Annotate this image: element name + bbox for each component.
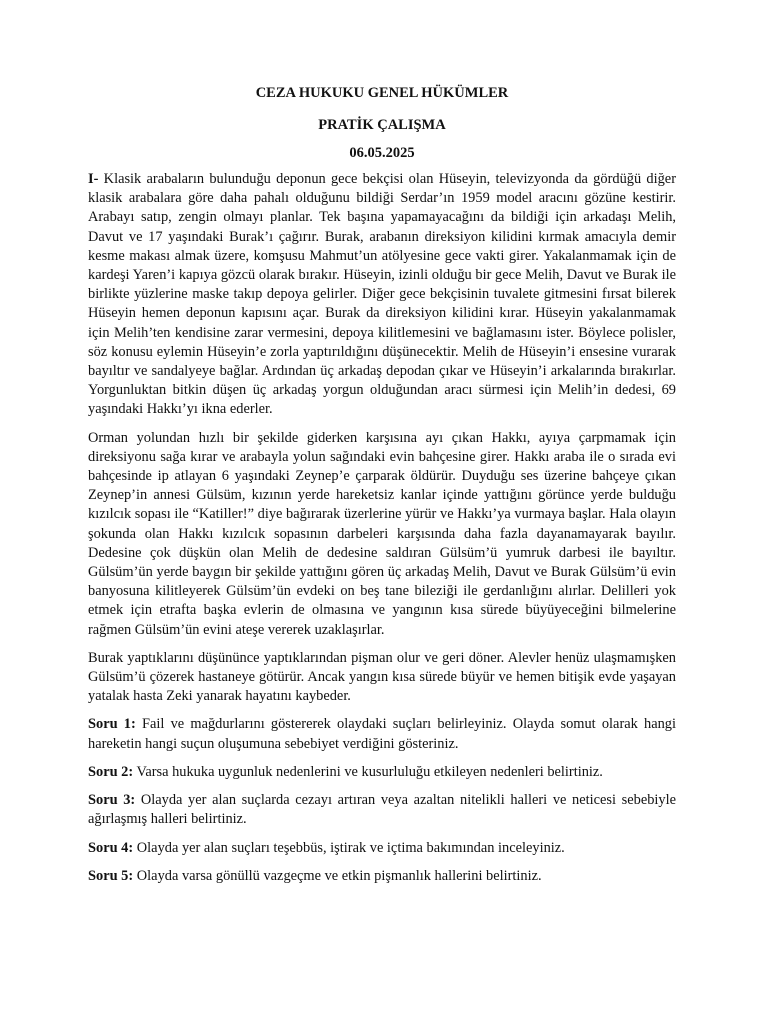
question-3-text: Olayda yer alan suçlarda cezayı artıran veya azaltan nitelikli halleri ve neticesi sebebiyle ağırlaşmış halleri belirtiniz. [88, 792, 676, 828]
case-paragraph-3: Burak yaptıklarını düşününce yaptıklarından pişman olur ve geri döner. Alevler henüz ulaşmamışken Gülsüm’ü çözerek hastaneye götürür. Ancak yangın kısa sürede büyür ve hemen bitişik evde yaşayan yatalak hasta Zeki yanarak hayatını kaybeder. [88, 649, 676, 705]
question-2 [88, 763, 676, 782]
question-1-text: Fail ve mağdurlarını göstererek olaydaki suçları belirleyiniz. Olayda somut olarak hangi hareketin hangi suçun oluşumuna sebebiyet verdiğini gösteriniz. [88, 716, 676, 752]
question-1-label: Soru 1: [88, 716, 136, 733]
question-5-text: Olayda varsa gönüllü vazgeçme ve etkin pişmanlık hallerini belirtiniz. [133, 867, 542, 884]
question-4 [88, 839, 676, 858]
question-4-label: Soru 4: [88, 839, 134, 856]
case-paragraph-1-text: Klasik arabaların bulunduğu deponun gece bekçisi olan Hüseyin, televizyonda da gördüğü diğer klasik arabalara göre daha pahalı olduğunu bildiği Serdar’ın 1959 model aracını gözüne kestirir. Arabayı satıp, zengin olmayı planlar. Tek başına yapamayacağını da bildiği için arkadaşı Melih, Davut ve 17 yaşındaki Burak’ı çağırır. Burak, arabanın direksiyon kilidini kırmak amacıyla demir kesme makası almak üzere, komşusu Mahmut’un atölyesine gece vakti girer. Yakalanmamak için de kardeşi Yaren’i kapıya gözcü olarak bırakır. Hüseyin, izinli olduğu bir gece Melih, Davut ve Burak ile birlikte yüzlerine maske takıp depoya gelirler. Diğer gece bekçisinin tuvalete gitmesini fırsat bilerek Hüseyin hemen deponun kapısını açar. Burak da direksiyon kilidini kırar. Hüseyin yakalanmamak için Melih’ten kendisine zarar vermesini, depoya kilitlemesini ve bağlamasını ister. Böylece polisler, söz konusu eylemin Hüseyin’e zorla yaptırıldığını düşünecektir. Melih de Hüseyin’i ensesine vurarak bayıltır ve sandalyeye bağlar. Ardından üç arkadaş depodan çıkar ve Hüseyin’i arkalarında bırakırlar. Yorgunluktan bitkin düşen üç arkadaş yorgun olduğundan aracı sürmesi için Melih’in dedesi, 69 yaşındaki Hakkı’yı ikna ederler. [88, 171, 676, 418]
question-5 [88, 867, 676, 886]
question-3 [88, 791, 676, 829]
case-paragraph-1 [88, 170, 676, 420]
question-2-label: Soru 2: [88, 763, 134, 780]
case-paragraph-2: Orman yolundan hızlı bir şekilde giderken karşısına ayı çıkan Hakkı, ayıya çarpmamak için direksiyonu sağa kırar ve arabayla yolun sağındaki evin bahçesine girer. Hakkı araba ile o sırada evi bahçesinde ip atlayan 6 yaşındaki Zeynep’e çarparak öldürür. Duyduğu ses üzerine bahçeye çıkan Zeynep’in annesi Gülsüm, kızının yerde hareketsiz kanlar içinde yattığını görünce yerde bulduğu kızılcık sopası ile “Katiller!” diye bağırarak üzerlerine yürür ve Hakkı’ya vurmaya başlar. Hala olayın şokunda olan Hakkı kızılcık sopasının darbeleri karşısında daha fazla dayanamayarak bayılır. Dedesine çok düşkün olan Melih de dedesine saldıran Gülsüm’ü yumruk darbesi ile bayıltır. Gülsüm’ün yerde baygın bir şekilde yattığını gören üç arkadaş Melih, Davut ve Burak Gülsüm’ü evin banyosuna kilitleyerek Gülsüm’ün evdeki on beş tane bileziği ile gerdanlığını alırlar. Delilleri yok etmek için etrafta başka evlerin de olmasına ve yangının kısa sürede büyüyeceğini bilmelerine rağmen Gülsüm’ün evini ateşe vererek uzaklaşırlar. [88, 429, 676, 638]
question-5-label: Soru 5: [88, 867, 134, 884]
document-subtitle: PRATİK ÇALIŞMA [318, 117, 446, 133]
question-2-text: Varsa hukuka uygunluk nedenlerini ve kusurluluğu etkileyen nedenleri belirtiniz. [133, 763, 603, 780]
document-title: CEZA HUKUKU GENEL HÜKÜMLER [255, 85, 509, 101]
case-label: I- [88, 171, 99, 187]
question-1 [88, 715, 676, 753]
document-date: 06.05.2025 [349, 145, 415, 161]
document-page [88, 84, 676, 895]
question-4-text: Olayda yer alan suçları teşebbüs, iştirak ve içtima bakımından inceleyiniz. [133, 839, 565, 856]
question-3-label: Soru 3: [88, 792, 136, 809]
